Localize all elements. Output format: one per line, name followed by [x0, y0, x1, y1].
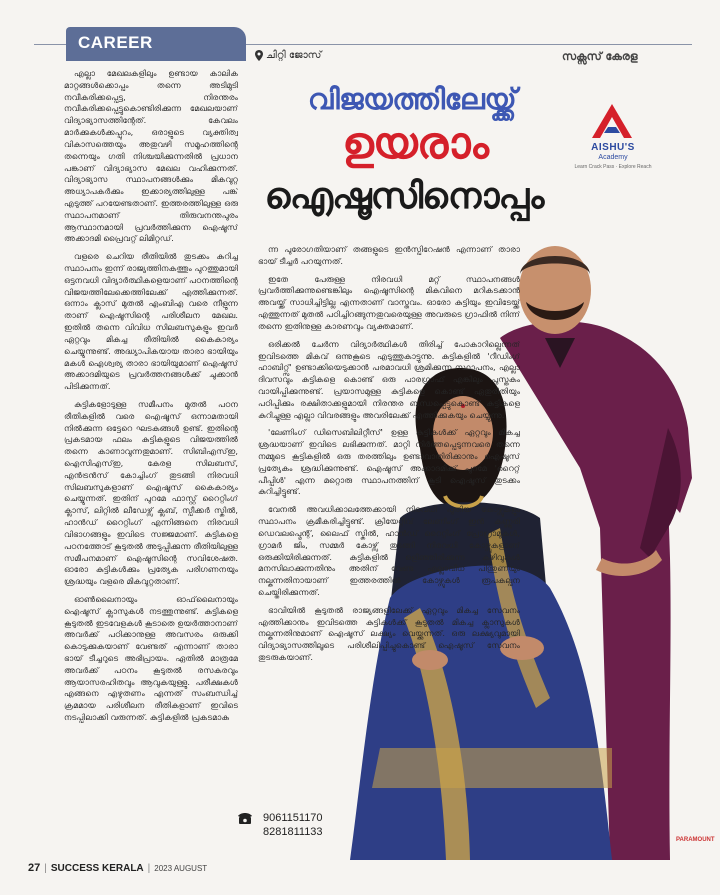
page-footer [28, 862, 207, 874]
page-number: 27 [28, 862, 41, 874]
footer-separator: | [147, 862, 151, 874]
phone-number: 8281811133 [263, 826, 323, 838]
article-paragraph: കുട്ടികളോടുള്ള സമീപനം മുതൽ പഠന രീതികളിൽ വരെ ഐഷൂസ് ഒന്നാമതായി നിൽക്കുന്ന ഒട്ടേറെ ഘടകങ്ങൾ ഉണ്ട്. ഇതിന്റെ പ്രകടമായ ഫലം കുട്ടികളുടെ വിജയത്തിൽ തന്നെ കാണാവുന്നതുമാണ്. സിബിഎസ്ഇ, ഐസിഎസ്ഇ, കേരള സിലബസ്, എൻട്രൻസ് കോച്ചിംഗ് തുടങ്ങി നിരവധി സിലബസുകളാണ് ഐഷൂസ് കൈകാര്യം ചെയ്യുന്നത്. ഇതിന് പുറമേ ഫാസ്റ്റ് റൈറ്റിംഗ് ക്ലാസ്, ലിറ്റിൽ ലീഡേഴ്സ് ക്ലബ്, സ്പീക്കർ സ്കിൽ, ഹാൻഡ് റൈറ്റിംഗ് എന്നിങ്ങനെ നിരവധി വിഭാഗങ്ങളും ഇവിടെ സജ്ജമാണ്. കുട്ടികളെ പഠനത്തോട് കൂടുതൽ അടുപ്പിക്കുന്ന രീതിയിലുള്ള സമീപനമാണ് ഐഷൂസിന്റെ സവിശേഷത. ഓരോ കുട്ടികൾക്കും പ്രത്യേക പരിഗണനയും ശ്രദ്ധയും വളരെ മികവുറ്റതാണ്. [64, 398, 238, 587]
logo-tagline: Learn Crack Pass · Explore Reach [574, 164, 652, 170]
printer-watermark: PARAMOUNT [676, 837, 715, 843]
magazine-tag: സക്സസ് കേരള [562, 50, 638, 63]
author-byline [255, 50, 321, 61]
footer-separator: | [44, 862, 47, 874]
article-paragraph: വേനൽ അവധിക്കാലത്തേക്കായി നിരവധി പുതിയ കോഴ്സുകളും സ്ഥാപനം ക്രമീകരിച്ചിട്ടുണ്ട്. ക്രിയേറ്റീവ് ലേണിംഗ് ഇൻ കണ്ണൂരി ഡെവലപ്മെന്റ്, ലൈഫ് സ്കിൽ, ഹാൻഡ് റൈറ്റിംഗ് പ്രോഗ്രാമുകൾ, ഗ്രാമർ ജിം, സമ്മർ കോഴ്സ് തുടങ്ങി നിരവധി കോഴ്സുകളാണ് ഒരുക്കിയിരിക്കുന്നത്. കുട്ടികളിൽ ഒളിഞ്ഞിരിക്കുന്ന കഴിവുകൾ മനസിലാക്കുന്നതിനും അതിന് വേണ്ട എല്ലാവിധ പിന്തുണയും നല്കുന്നതിനായാണ് ഇത്തരത്തിൽ കോഴ്സുകൾ രൂപകല്പന ചെയ്തിരിക്കുന്നത്. [258, 504, 520, 597]
article-paragraph: 'ലേണിംഗ് ഡിസെബിലിറ്റീസ്' ഉള്ള കുട്ടികൾക്ക് ഏറ്റവും മികച്ച ശ്രദ്ധയാണ് ഇവിടെ ലഭിക്കുന്നത്. മാറ്റി നിർത്തപ്പെടുന്നവരെ തന്നെ നമ്മുടെ കൂട്ടികളിൽ ഒരു തരത്തിലും ഉണ്ടാവാതിരിക്കാനും ഐഷൂസ് പ്രത്യേകം ശ്രദ്ധിക്കുന്നുണ്ട്. ഐഷൂസ് അക്കാദമിക്ക് പുറമേ 'റൈറ്റ് പീപ്പിൾ' എന്ന മറ്റൊരു സ്ഥാപനത്തിന് കൂടി ഐഷൂസ് തുടക്കം കുറിച്ചിട്ടുണ്ട്. [258, 427, 520, 497]
headline-line-1: വിജയത്തിലേയ്ക്ക് [307, 82, 517, 116]
contact-phones [263, 812, 323, 840]
article-paragraph: ഭാവിയിൽ കൂടുതൽ രാജ്യങ്ങളിലേക്ക് ഏറ്റവും മികച്ച സേവനം എത്തിക്കാനും ഇവിടത്തെ കുട്ടികൾക്ക് കൂടുതൽ മികച്ച ക്ലാസുകൾ നല്കുന്നതിനുമാണ് ഐഷൂസ് ലക്ഷ്യം വെയ്ക്കുന്നത്. ഒരു ലക്ഷ്യവുമായി വിദ്യാഭ്യാസത്തിലൂടെ പരിശീലിപ്പിച്ചുകൊണ്ട് ഐഷൂസ് സേവനം തുടരുകയാണ്. [258, 604, 520, 662]
article-paragraph: ഇതേ പേരുള്ള നിരവധി മറ്റ് സ്ഥാപനങ്ങൾ പ്രവർത്തിക്കുന്നുണ്ടെങ്കിലും ഐഷൂസിന്റെ മികവിനെ മറികടക്കാൻ അവയ്ക്ക് സാധിച്ചിട്ടില്ല എന്നതാണ് വാസ്തവം. ഓരോ കുട്ടിയും ഇവിടേയ്ക്ക് എത്തുന്നത് മുതൽ പഠിച്ചിറങ്ങുന്നതുവരെയുള്ള അവരുടെ ഗ്രാഫിൽ നിന്ന് തന്നെ ഇതിനുള്ള കാരണവും വ്യക്തമാണ്. [258, 273, 520, 331]
phone-icon [238, 812, 252, 824]
article-paragraph: എല്ലാ മേഖലകളിലും ഉണ്ടായ കാലിക മാറ്റങ്ങൾക്കൊപ്പം തന്നെ അടിമുടി നവീകരിക്കപ്പെട്ട, നിരന്തരം നവീകരിക്കപ്പെട്ടുകൊണ്ടിരിക്കുന്ന മേഖലയാണ് വിദ്യാഭ്യാസത്തിന്റേത്. കേവലം മാർക്കുകൾക്കപ്പുറം, ഒരാളുടെ വ്യക്തിത്വ വികാസത്തെയും അതുവഴി സമൂഹത്തിന്റെ തന്നെയും ഗതി നിശ്ചയിക്കുന്നതിൽ പ്രധാന പങ്കാണ് വിദ്യാഭ്യാസ മേഖല വഹിക്കുന്നത്. വിദ്യാഭ്യാസ സ്ഥാപനങ്ങൾക്കും മികവുറ്റ അധ്യാപകർക്കും ഇക്കാര്യത്തിലുള്ള പങ്ക് എടുത്ത് പറയേണ്ടതാണ്. ഇത്തരത്തിലുള്ള ഒരു സ്ഥാപനമാണ് തിരുവനന്തപുരം ആസ്ഥാനമായി പ്രവർത്തിക്കുന്ന ഐഷൂസ് അക്കാദമി പ്രൈവറ്റ് ലിമിറ്റഡ്. [64, 68, 238, 244]
magazine-name: SUCCESS KERALA [50, 862, 144, 874]
author-name: ചിറ്റി ജോസ് [266, 50, 322, 61]
article-paragraph: ഒരിക്കൽ ചേർന്ന വിദ്യാർത്ഥികൾ തിരിച്ച് പോകാറില്ലെന്നത് ഇവിടത്തെ മികവ് ഒന്നുകൂടെ എടുത്തുകാട്ടുന്നു. കുട്ടികളിൽ 'റീഡിംഗ് ഹാബിറ്റ്സ്' ഉണ്ടാക്കിയെടുക്കാൻ പരമാവധി ശ്രമിക്കുന്ന സ്ഥാപനം, എല്ലാ ദിവസവും കുട്ടികളെ കൊണ്ട് ഒരു പാരഗ്രാഫ് എങ്കിലും പുസ്തകം വായിപ്പിക്കുന്നുണ്ട്. പ്രയാസമുള്ള കുട്ടികളെ കൊണ്ട് ഏതുരീതിയും പഠിപ്പിക്കും രക്ഷിതാക്കളുമായി നിരന്തര ബന്ധപ്പെട്ടുകൊണ്ട് കുട്ടികളെ കുറിച്ചുള്ള എല്ലാ വിവരങ്ങളും അവരിലേക്ക് എത്തിക്കുകയും ചെയ്യുന്നു. [258, 338, 520, 420]
logo-sub: Academy [598, 154, 628, 161]
header-rule [246, 44, 692, 45]
location-pin-icon [255, 50, 263, 61]
aishus-logo-icon [582, 100, 642, 174]
headline-line-3: ഐഷൂസിനൊപ്പം [264, 176, 544, 217]
headline-line-2: ഉയരാം [342, 118, 488, 169]
section-tab [66, 27, 246, 61]
article-paragraph: ഓൺലൈനായും ഓഫ്‌ലൈനായും ഐഷൂസ് ക്ലാസുകൾ നടത്തുന്നുണ്ട്. കുട്ടികളെ കൂടുതൽ ഇടവേളകൾ കൂടാതെ ഉയർത്താനാണ് അവർക്ക് പഠിക്കാനുള്ള അവസരം ഒരുക്കി കൊടുക്കുകയാണ് വേണ്ടത് എന്നാണ് താരാ ഭായ് ടീച്ചറുടെ അഭിപ്രായം. ഏതിൽ മാത്രമേ അവർക്ക് പഠനം കൂടുതൽ രസകരവും ആയാസരഹിതവും ആവുകയുള്ളു. പരീക്ഷകൾ എങ്ങനെ എഴുതണം എന്നത് സംബന്ധിച്ച് ക്രമമായ പരിശീലന രീതികളാണ് ഇവിടെ നടപ്പിലാക്കി വരുന്നത്. കുട്ടികളിൽ പ്രകടമാകു [64, 593, 238, 723]
article-column-left [64, 68, 238, 858]
issue-date: 2023 AUGUST [154, 863, 208, 873]
article-paragraph: ന്ന പുരോഗതിയാണ് തങ്ങളുടെ ഇൻസ്പിറേഷൻ എന്നാണ് താരാ ഭായ് ടീച്ചർ പറയുന്നത്. [258, 244, 520, 266]
logo-name: AISHU'S [591, 142, 635, 153]
article-paragraph: വളരെ ചെറിയ രീതിയിൽ തുടക്കം കുറിച്ച സ്ഥാപനം ഇന്ന് രാജ്യത്തിനകത്തും പുറത്തുമായി ഒട്ടനവധി വിദ്യാർത്ഥികളെയാണ് പഠനത്തിന്റെ വിജയത്തിലേക്കെത്തിലേക്ക് എത്തിക്കുന്നത്. ഒന്നാം ക്ലാസ് മുതൽ എംബിഎ വരെ നീളുന്ന താണ് ഐഷൂസിന്റെ പരിശീലന മേഖല. ഇതിൽ തന്നെ വിവിധ സിലബസുകളും ഇവർ ഏറ്റവും മികച്ച രീതിയിൽ കൈകാര്യം ചെയ്യുന്നുണ്ട്. അദ്ധ്യാപികയായ താരാ ഭായിയും മകൾ ഐശ്വര്യ താരാ ഭായിയുമാണ് ഐഷൂസ് അക്കാദമിയുടെ പ്രവർത്തനങ്ങൾക്ക് ചുക്കാൻ പിടിക്കുന്നത്. [64, 251, 238, 392]
article-column-right [258, 244, 520, 804]
phone-number: 9061151170 [263, 812, 323, 824]
header-rule [34, 44, 66, 45]
section-label: CAREER [78, 33, 153, 52]
